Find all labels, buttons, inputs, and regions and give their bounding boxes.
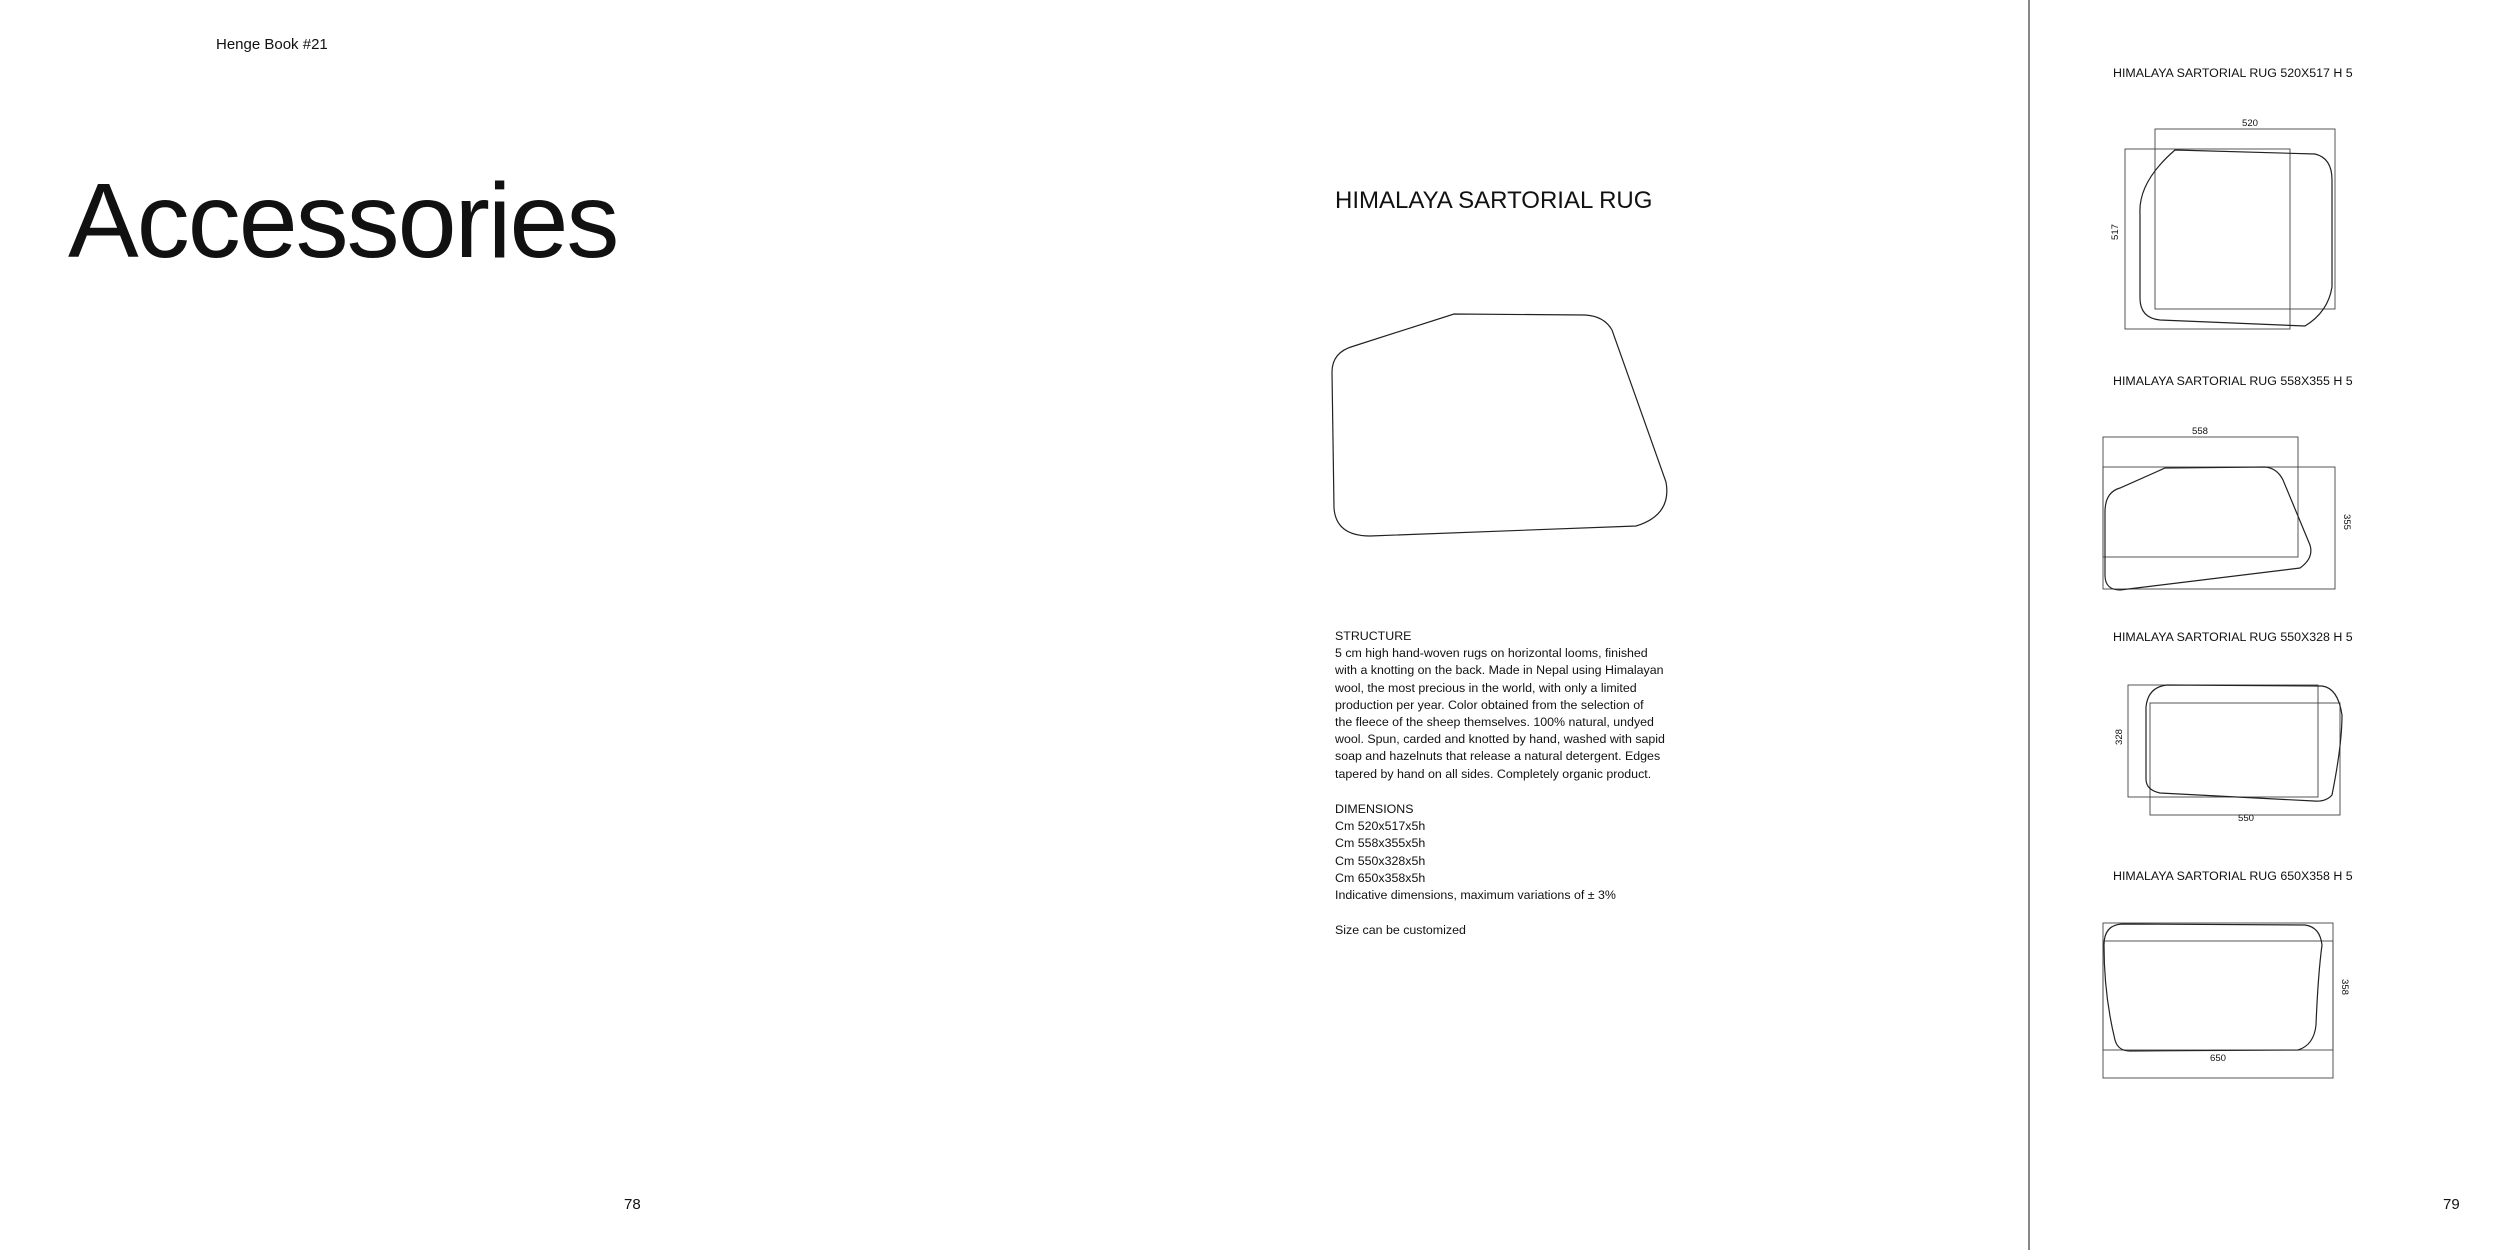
structure-line: wool, the most precious in the world, with only a limited bbox=[1335, 680, 1637, 695]
dimension-note: Indicative dimensions, maximum variations of ± 3% bbox=[1335, 888, 1616, 903]
cropped-text-fragment bbox=[760, 0, 910, 2]
section-title: Accessories bbox=[68, 162, 618, 280]
structure-line: with a knotting on the back. Made in Nepal using Himalayan bbox=[1335, 663, 1664, 678]
variant-depth-label-3: 328 bbox=[2114, 728, 2125, 746]
page-number-left: 78 bbox=[624, 1196, 641, 1213]
variant-title-4: HIMALAYA SARTORIAL RUG 650X358 H 5 bbox=[2113, 869, 2353, 883]
page-divider bbox=[2028, 0, 2030, 1250]
variant-title-2: HIMALAYA SARTORIAL RUG 558X355 H 5 bbox=[2113, 374, 2353, 388]
variant-width-label-2: 558 bbox=[2191, 426, 2209, 437]
dimension-line: Cm 650x358x5h bbox=[1335, 870, 1426, 885]
variant-width-label-4: 650 bbox=[2209, 1053, 2227, 1064]
dimensions-section bbox=[1335, 801, 1675, 904]
rug-outline-main bbox=[1330, 310, 1680, 540]
structure-line: 5 cm high hand-woven rugs on horizontal looms, finished bbox=[1335, 646, 1648, 661]
structure-heading: STRUCTURE bbox=[1335, 629, 1412, 643]
dimensions-heading: DIMENSIONS bbox=[1335, 802, 1414, 816]
structure-section bbox=[1335, 628, 1675, 783]
page-number-right: 79 bbox=[2443, 1196, 2460, 1213]
product-title: HIMALAYA SARTORIAL RUG bbox=[1335, 187, 1653, 214]
variant-depth-label-4: 358 bbox=[2339, 978, 2350, 996]
structure-line: tapered by hand on all sides. Completely organic product. bbox=[1335, 766, 1652, 781]
variant-drawing-1 bbox=[2100, 112, 2350, 337]
customization-note: Size can be customized bbox=[1335, 923, 1466, 937]
variant-width-label-1: 520 bbox=[2241, 118, 2259, 129]
book-title: Henge Book #21 bbox=[216, 36, 328, 53]
variant-width-label-3: 550 bbox=[2237, 813, 2255, 824]
structure-line: production per year. Color obtained from the selection of bbox=[1335, 697, 1644, 712]
dimension-line: Cm 520x517x5h bbox=[1335, 819, 1426, 834]
variant-depth-label-2: 355 bbox=[2341, 513, 2352, 531]
variant-depth-label-1: 517 bbox=[2110, 223, 2121, 241]
variant-title-1: HIMALAYA SARTORIAL RUG 520X517 H 5 bbox=[2113, 66, 2353, 80]
structure-line: wool. Spun, carded and knotted by hand, washed with sapid bbox=[1335, 732, 1665, 747]
dimension-line: Cm 550x328x5h bbox=[1335, 853, 1426, 868]
structure-line: the fleece of the sheep themselves. 100% natural, undyed bbox=[1335, 715, 1654, 730]
structure-line: soap and hazelnuts that release a natural detergent. Edges bbox=[1335, 749, 1661, 764]
dimension-line: Cm 558x355x5h bbox=[1335, 836, 1426, 851]
variant-title-3: HIMALAYA SARTORIAL RUG 550X328 H 5 bbox=[2113, 630, 2353, 644]
